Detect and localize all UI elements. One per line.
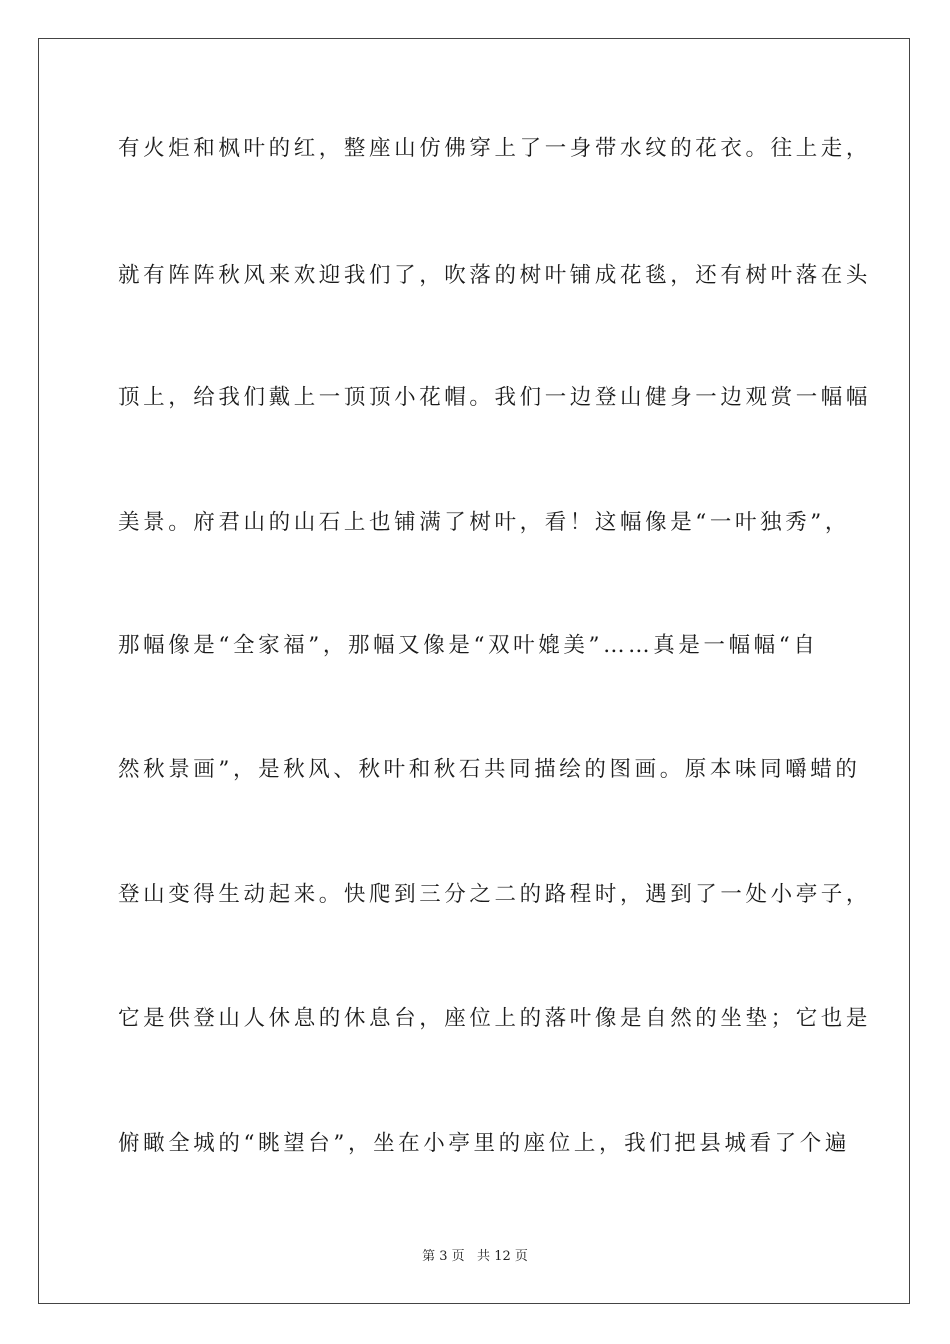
text-line: 它是供登山人休息的休息台，座位上的落叶像是自然的坐垫；它也是	[118, 1006, 872, 1031]
text-line: 那幅像是“全家福”，那幅又像是“双叶媲美”……真是一幅幅“自	[118, 633, 819, 658]
page-number-footer: 第 3 页 共 12 页	[422, 1249, 528, 1264]
text-line: 俯瞰全城的“眺望台”，坐在小亭里的座位上，我们把县城看了个遍	[118, 1131, 850, 1156]
text-line: 有火炬和枫叶的红，整座山仿佛穿上了一身带水纹的花衣。往上走，	[118, 136, 872, 161]
text-line: 然秋景画”，是秋风、秋叶和秋石共同描绘的图画。原本味同嚼蜡的	[118, 757, 861, 782]
page-border	[38, 38, 910, 1304]
text-line: 美景。府君山的山石上也铺满了树叶，看！这幅像是“一叶独秀”，	[118, 510, 850, 535]
text-line: 登山变得生动起来。快爬到三分之二的路程时，遇到了一处小亭子，	[118, 882, 872, 907]
text-line: 顶上，给我们戴上一顶顶小花帽。我们一边登山健身一边观赏一幅幅	[118, 385, 872, 410]
text-line: 就有阵阵秋风来欢迎我们了，吹落的树叶铺成花毯，还有树叶落在头	[118, 263, 872, 288]
